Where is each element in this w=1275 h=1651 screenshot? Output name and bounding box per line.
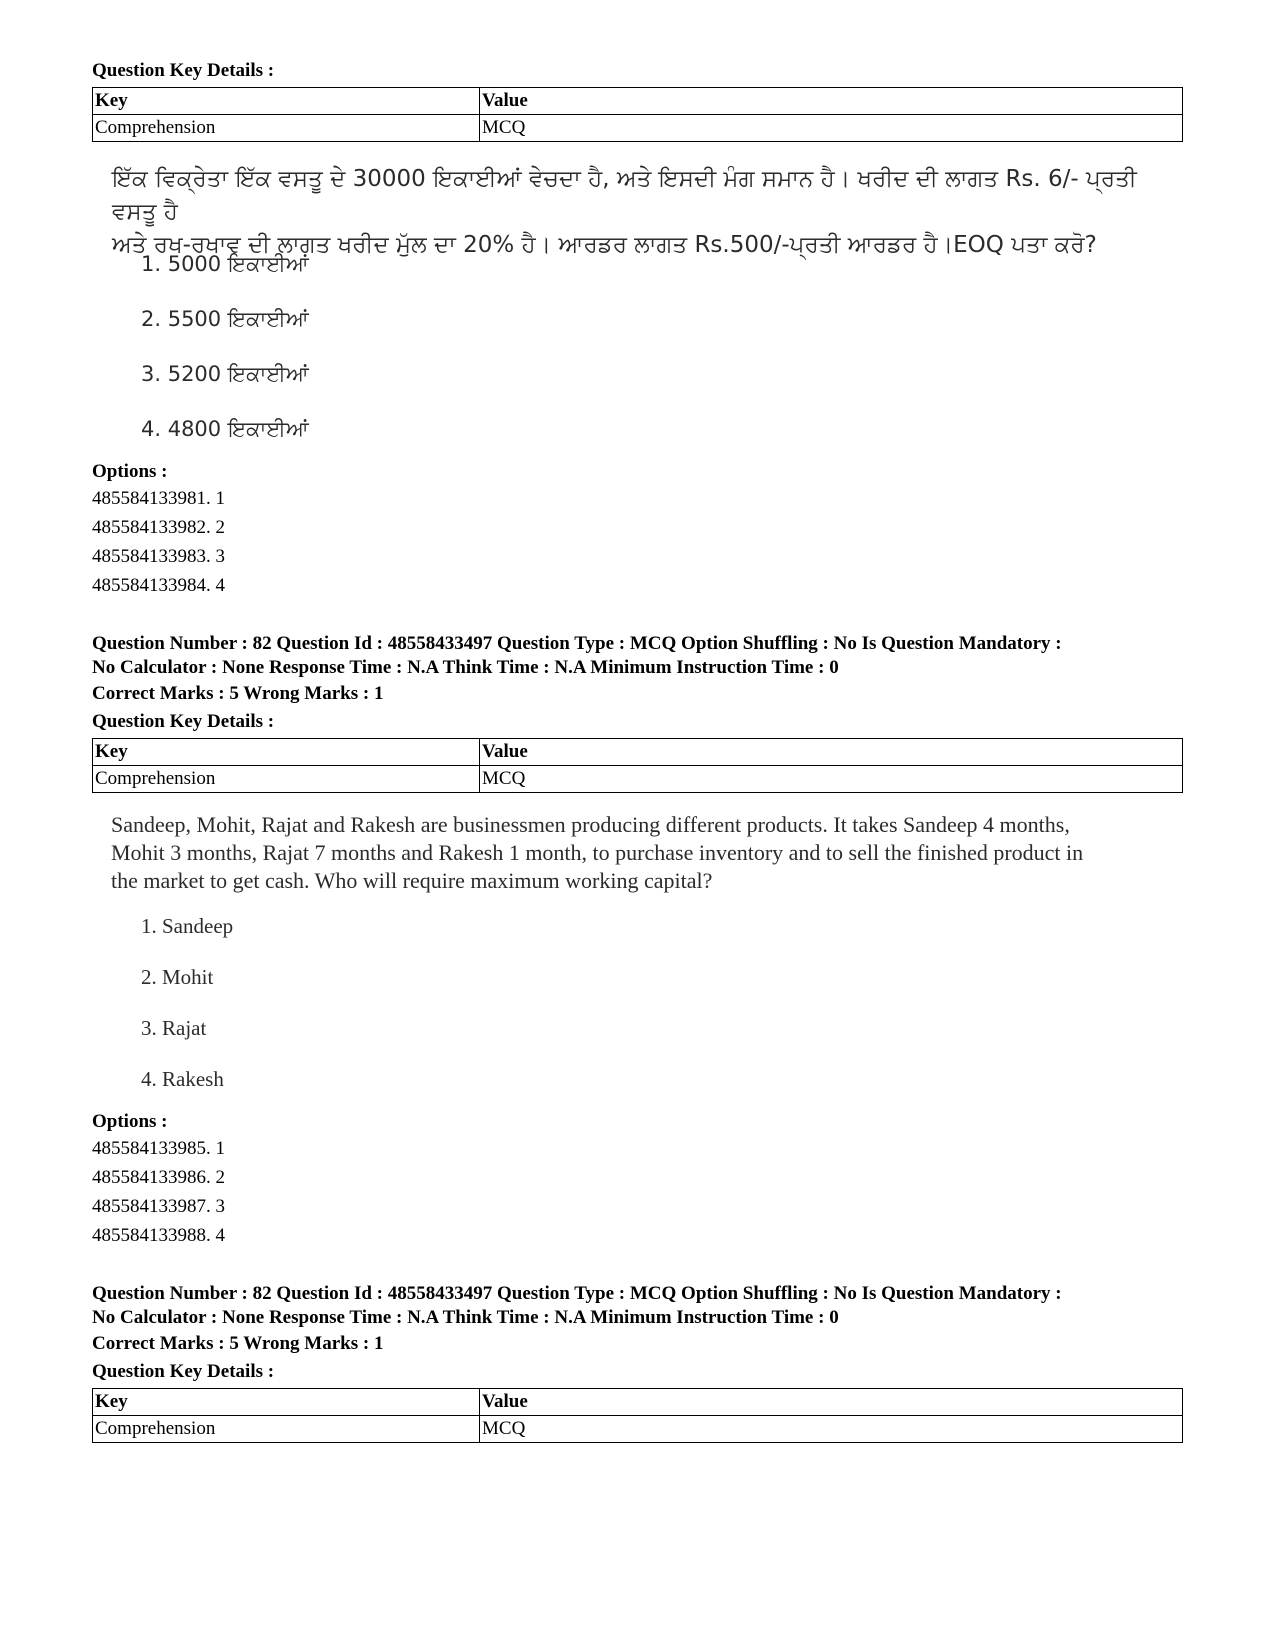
table-cell-key: Comprehension — [93, 766, 480, 793]
key-details-table — [92, 87, 1183, 142]
question-text — [92, 811, 1171, 895]
meta-line: Question Number : 82 Question Id : 48558433497 Question Type : MCQ Option Shuffling : No Is Question Mandatory : — [92, 1283, 1062, 1304]
choice-item: 3. 5200 ਇਕਾਈਆਂ — [141, 362, 309, 386]
choice-item: 1. 5000 ਇਕਾਈਆਂ — [141, 252, 309, 276]
option-id: 485584133987. 3 — [92, 1196, 225, 1217]
meta-line: No Calculator : None Response Time : N.A Think Time : N.A Minimum Instruction Time : 0 — [92, 1307, 839, 1328]
question-line: ਅਤੇ ਰਖ-ਰਖਾਵ ਦੀ ਲਾਗਤ ਖਰੀਦ ਮੁੱਲ ਦਾ 20% ਹੈ। ਆਰਡਰ ਲਾਗਤ Rs.500/-ਪ੍ਰਤੀ ਆਰਡਰ ਹੈ।EOQ ਪਤਾ ਕਰੋ? — [112, 232, 1097, 258]
question-line: ਇੱਕ ਵਿਕ੍ਰੇਤਾ ਇੱਕ ਵਸਤੂ ਦੇ 30000 ਇਕਾਈਆਂ ਵੇਚਦਾ ਹੈ, ਅਤੇ ਇਸਦੀ ਮੰਗ ਸਮਾਨ ਹੈ। ਖਰੀਦ ਦੀ ਲਾਗਤ Rs. 6/- ਪ੍ਰਤੀ ਵਸਤੂ ਹੈ — [112, 166, 1137, 225]
table-header-key: Key — [93, 88, 480, 115]
table-header-key: Key — [93, 739, 480, 766]
option-id: 485584133984. 4 — [92, 575, 225, 596]
key-details-label: Question Key Details : — [92, 711, 275, 732]
table-header-key: Key — [93, 1389, 480, 1416]
option-id: 485584133985. 1 — [92, 1138, 225, 1159]
key-details-label: Question Key Details : — [92, 60, 275, 81]
table-header-value: Value — [480, 88, 1183, 115]
table-cell-value: MCQ — [480, 766, 1183, 793]
options-label: Options : — [92, 1111, 168, 1132]
option-id: 485584133982. 2 — [92, 517, 225, 538]
marks-label: Correct Marks : 5 Wrong Marks : 1 — [92, 683, 384, 704]
table-cell-key: Comprehension — [93, 115, 480, 142]
options-list — [92, 1134, 225, 1250]
choice-item: 4. Rakesh — [141, 1067, 224, 1091]
key-details-label: Question Key Details : — [92, 1361, 275, 1382]
meta-line: Question Number : 82 Question Id : 48558433497 Question Type : MCQ Option Shuffling : No Is Question Mandatory : — [92, 633, 1062, 654]
option-id: 485584133986. 2 — [92, 1167, 225, 1188]
marks-label: Correct Marks : 5 Wrong Marks : 1 — [92, 1333, 384, 1354]
option-id: 485584133988. 4 — [92, 1225, 225, 1246]
choice-item: 2. Mohit — [141, 965, 214, 989]
table-header-value: Value — [480, 739, 1183, 766]
table-cell-value: MCQ — [480, 115, 1183, 142]
question-meta — [92, 632, 1062, 680]
table-header-value: Value — [480, 1389, 1183, 1416]
question-meta — [92, 1282, 1062, 1330]
table-cell-value: MCQ — [480, 1416, 1183, 1443]
key-details-table — [92, 738, 1183, 793]
options-list — [92, 484, 225, 600]
choice-item: 4. 4800 ਇਕਾਈਆਂ — [141, 417, 309, 441]
choice-item: 1. Sandeep — [141, 914, 234, 938]
key-details-table — [92, 1388, 1183, 1443]
question-line: Mohit 3 months, Rajat 7 months and Rakesh 1 month, to purchase inventory and to sell the finished product in — [111, 840, 1084, 865]
choice-item: 2. 5500 ਇਕਾਈਆਂ — [141, 307, 309, 331]
table-cell-key: Comprehension — [93, 1416, 480, 1443]
meta-line: No Calculator : None Response Time : N.A Think Time : N.A Minimum Instruction Time : 0 — [92, 657, 839, 678]
question-line: the market to get cash. Who will require maximum working capital? — [111, 868, 713, 893]
option-id: 485584133981. 1 — [92, 488, 225, 509]
options-label: Options : — [92, 461, 168, 482]
option-id: 485584133983. 3 — [92, 546, 225, 567]
choice-item: 3. Rajat — [141, 1016, 207, 1040]
question-text — [92, 163, 1172, 262]
question-line: Sandeep, Mohit, Rajat and Rakesh are businessmen producing different products. It takes Sandeep 4 months, — [111, 812, 1070, 837]
